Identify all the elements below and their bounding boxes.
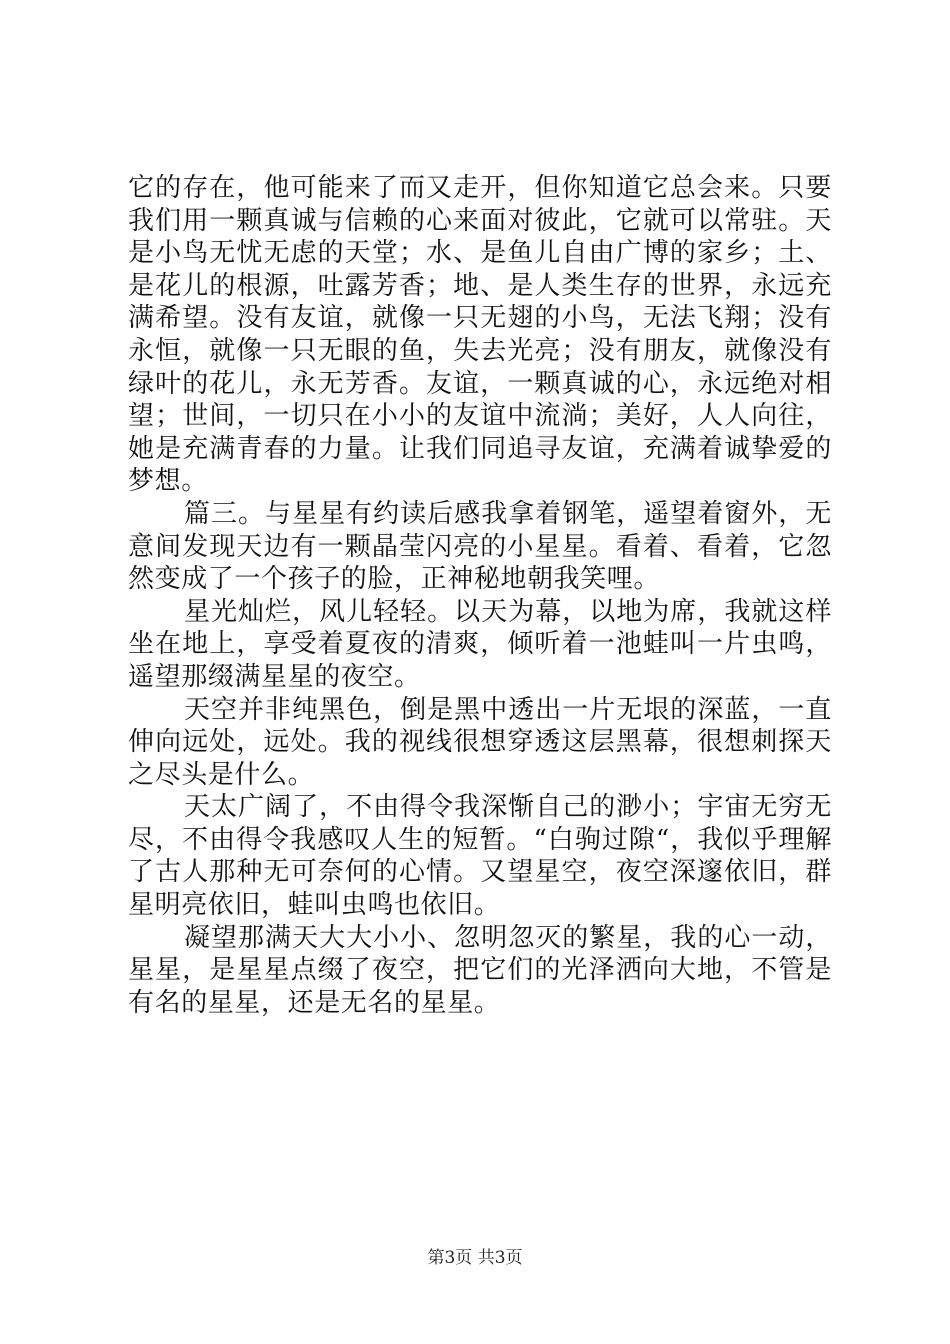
paragraph-vast-sky: 天太广阔了，不由得令我深惭自己的渺小；宇宙无穷无尽，不由得令我感叹人生的短暂。“白驹过隙“，我似乎理解了古人那种无可奈何的心情。又望星空，夜空深邃依旧，群星明亮依旧，蛙叫虫鸣也依旧。 <box>128 792 832 921</box>
paragraph-section-three-intro: 篇三。与星星有约读后感我拿着钢笔，遥望着窗外，无意间发现天边有一颗晶莹闪亮的小星星。看着、看着，它忽然变成了一个孩子的脸，正神秘地朝我笑哩。 <box>128 498 832 595</box>
paragraph-night-sky: 天空并非纯黑色，倒是黑中透出一片无垠的深蓝，一直伸向远处，远处。我的视线很想穿透这层黑幕，很想刺探天之尽头是什么。 <box>128 694 832 790</box>
page-number-footer: 第3页 共3页 <box>427 1248 523 1268</box>
paragraph-continued: 它的存在，他可能来了而又走开，但你知道它总会来。只要我们用一颗真诚与信赖的心来面对彼此，它就可以常驻。天是小鸟无忧无虑的天堂；水、是鱼儿自由广博的家乡；土、是花儿的根源，吐露芳香；地、是人类生存的世界，永远充满希望。没有友谊，就像一只无翅的小鸟，无法飞翔；没有永恒，就像一只无眼的鱼，失去光亮；没有朋友，就像没有绿叶的花儿，永无芳香。友谊，一颗真诚的心，永远绝对相望；世间，一切只在小小的友谊中流淌；美好，人人向往，她是充满青春的力量。让我们同追寻友谊，充满着诚挚爱的梦想。 <box>128 173 832 497</box>
paragraph-gazing-stars: 凝望那满天大大小小、忽明忽灭的繁星，我的心一动，星星，是星星点缀了夜空，把它们的光泽洒向大地，不管是有名的星星，还是无名的星星。 <box>128 922 832 1018</box>
paragraph-starlight: 星光灿烂，风儿轻轻。以天为幕，以地为席，我就这样坐在地上，享受着夏夜的清爽，倾听着一池蛙叫一片虫鸣，遥望那缀满星星的夜空。 <box>128 596 832 692</box>
document-body <box>128 172 832 1019</box>
